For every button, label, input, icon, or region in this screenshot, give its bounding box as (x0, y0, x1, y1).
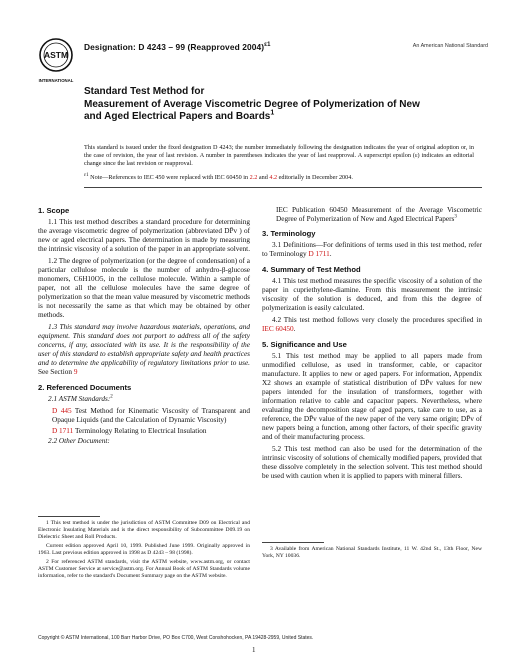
title-block (84, 86, 424, 123)
svg-text:INTERNATIONAL: INTERNATIONAL (38, 78, 74, 83)
paragraph: 5.1 This test method may be applied to all papers made from unmodified cellulose, as used in transformer, cable, or capacitor manufacture. It applies to new or aged papers. For information, Appendix X2 shows an example of statistical distribution of DP̄v values for new papers intended for the insulation of transformers, together with information relative to cable and capacitor papers. Nevertheless, where evaluating the decomposition stage of aged papers, take care to use, as a reference, the DP̄v value of the new paper of the very same origin; DP̄v of new papers being a function, among other factors, of their specific gravity and of their manufacturing process. (262, 351, 482, 441)
footnotes-right (262, 546, 482, 562)
footnote: 3 Available from American National Standards Institute, 11 W. 42nd St., 13th Floor, New York, NY 10036. (262, 546, 482, 559)
reference-item: D 1711 Terminology Relating to Electrical Insulation (52, 426, 207, 435)
section-link[interactable]: 9 (73, 368, 78, 376)
subsection-label: 2.1 ASTM Standards:$^2$ (48, 394, 113, 403)
document-link[interactable]: D 1711 (308, 249, 330, 258)
paragraph: 1.2 The degree of polymerization (or the degree of condensation) of a particular cellulose molecule is the number of anhydro-β-glucose monomers, C6H10O5, in the cellulose molecule. Within a sample of paper, not all the cellulose molecules have the same degree of polymerization so that the mean value measured by viscometric methods is not necessarily the same as that which may be obtained by other methods. (38, 257, 250, 319)
section-link[interactable]: 2.2 (249, 174, 258, 181)
footnote: 1 This test method is under the jurisdiction of ASTM Committee D09 on Electrical and Electronic Insulating Materials and is the direct responsibility of Subcommittee D09.19 on Dielectric Sheet and Roll Products. (38, 520, 250, 540)
paragraph: 1.3 This standard may involve hazardous materials, operations, and equipment. This standard does not purport to address all of the safety concerns, if any, associated with its use. It is the responsibility of the user of this standard to establish appropriate safety and health practices and to determine the applicability of regulatory limitations prior to use. See Section 9 (38, 323, 250, 376)
section-heading: 4. Summary of Test Method (262, 264, 361, 274)
section-link[interactable]: 4.2 (269, 174, 278, 181)
section-heading: 5. Significance and Use (262, 339, 347, 349)
document-link[interactable]: D 1711 (52, 426, 74, 435)
standard-notice: This standard is issued under the fixed designation D 4243; the number immediately following the designation indicates the year of original adoption or, in the case of revision, the year of last revision. A number in parentheses indicates the year of last reapproval. A superscript epsilon (ε) indicates an editorial change since the last revision or reapproval. (84, 144, 474, 168)
paragraph: 5.2 This test method can also be used for the determination of the intrinsic viscosity of solutions of chemically modified papers, provided that these dissolve completely in the selection solvent. This test method should be used with caution when it is applied to papers with mineral fillers. (262, 444, 482, 480)
divider (84, 187, 482, 188)
editorial-note: $^{\varepsilon 1}$ Note—References to IEC 450 were replaced with IEC 60450 in 2.2 and 4.2 editorially in December 2004. (84, 172, 353, 181)
subsection-label: 2.2 Other Document: (48, 437, 110, 445)
paragraph: 1.1 This test method describes a standard procedure for determining the average viscometric degree of polymerization (abbreviated DP̄v ) of new or aged electrical papers. The determination is made by measuring the intrinsic viscosity of a solution of the paper in an appropriate solvent. (38, 218, 251, 253)
astm-logo (38, 38, 74, 88)
document-link[interactable]: IEC 60450 (262, 324, 294, 333)
footnote: 2 For referenced ASTM standards, visit the ASTM website, www.astm.org, or contact ASTM Customer Service at service@astm.org. For Annual Book of ASTM Standards volume information, refer to the standard's Document Summary page on the ASTM website. (38, 559, 250, 579)
footnote-rule (262, 542, 324, 543)
document-title: Measurement of Average Viscometric Degree of Polymerization of New and Aged Electrical Papers and Boards$^1$ (84, 99, 420, 122)
right-column (262, 206, 482, 484)
section-heading: 3. Terminology (262, 228, 316, 238)
section-heading: 1. Scope (38, 206, 70, 215)
copyright-notice: Copyright © ASTM International, 100 Barr Harbor Drive, PO Box C700, West Conshohocken, PA 19428-2959, United States. (38, 635, 314, 641)
document-link[interactable]: D 445 (52, 407, 72, 415)
reference-item: D 445 Test Method for Kinematic Viscosity of Transparent and Opaque Liquids (and the Calculation of Dynamic Viscosity) (52, 407, 250, 424)
paragraph: 4.2 This test method follows very closely the procedures specified in IEC 60450. (262, 315, 482, 333)
footnote-rule (38, 516, 100, 517)
footnote: Current edition approved April 10, 1999. Published June 1999. Originally approved in 1963. Last previous edition approved in 1998 as D 4243 – 98 (1998). (38, 543, 250, 556)
svg-text:ASTM: ASTM (43, 50, 69, 60)
page-number: 1 (252, 646, 256, 654)
paragraph: 3.1 Definitions—For definitions of terms used in this test method, refer to Terminology D 1711. (262, 240, 482, 258)
document-type: Standard Test Method for (84, 86, 205, 97)
footnotes-left (38, 520, 250, 582)
reference-item: IEC Publication 60450 Measurement of the Average Viscometric Degree of Polymerization of New and Aged Electrical Papers$^3$ (276, 206, 482, 223)
designation: Designation: D 4243 – 99 (Reapproved 2004)$^{\varepsilon 1}$ (84, 42, 271, 52)
section-heading: 2. Referenced Documents (38, 383, 132, 392)
left-column (38, 206, 250, 449)
national-standard-label: An American National Standard (412, 43, 488, 49)
paragraph: 4.1 This test method measures the specific viscosity of a solution of the paper in cupriethylene-diamine. From this measurement the intrinsic viscosity of the solution is deduced, and from this the degree of polymerization is easily calculated. (262, 276, 482, 312)
